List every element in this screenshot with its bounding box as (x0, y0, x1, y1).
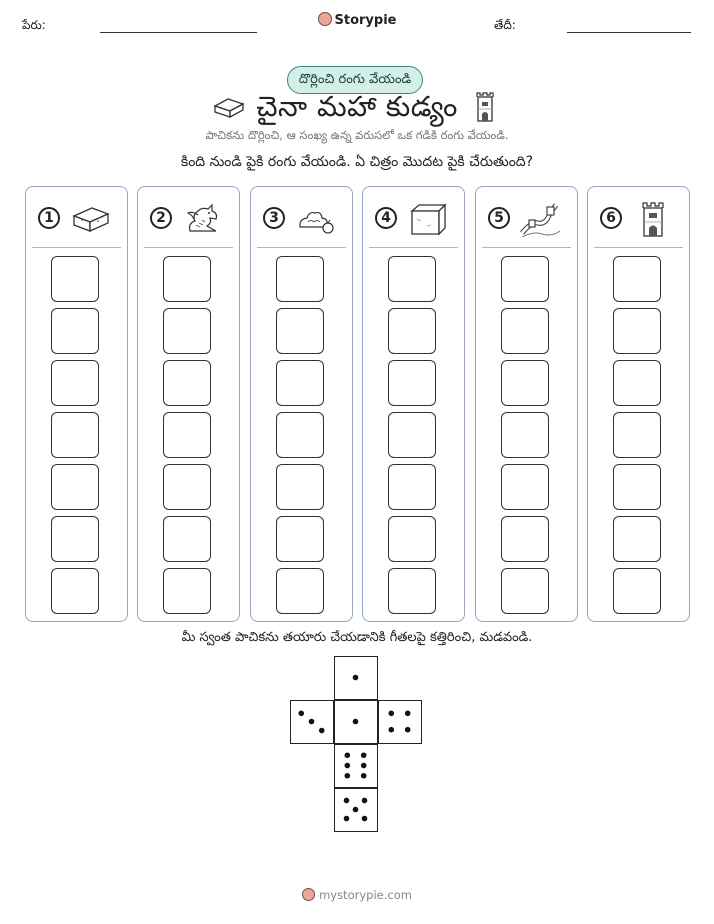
color-box[interactable] (388, 256, 436, 302)
color-box[interactable] (51, 568, 99, 614)
color-box[interactable] (613, 516, 661, 562)
column-number: 4 (375, 207, 397, 229)
race-column-3 (250, 186, 353, 622)
color-box[interactable] (51, 516, 99, 562)
dragon-icon (182, 201, 224, 237)
great-wall-icon (520, 201, 562, 237)
color-box[interactable] (501, 308, 549, 354)
color-box[interactable] (501, 464, 549, 510)
color-box[interactable] (388, 412, 436, 458)
date-label: తేదీ: (494, 18, 516, 32)
dice-pip (389, 727, 395, 733)
dumpling-icon (295, 201, 337, 237)
dice-pip (344, 798, 350, 804)
color-box[interactable] (613, 412, 661, 458)
color-box[interactable] (276, 412, 324, 458)
dice-pip (361, 763, 367, 769)
bear-logo-icon (302, 888, 315, 901)
dice-pips (335, 701, 376, 742)
dice-pip (345, 763, 351, 769)
stone-block-icon (407, 201, 449, 237)
color-box[interactable] (501, 412, 549, 458)
dice-pip (353, 675, 359, 681)
dice-pip (353, 807, 359, 813)
color-box[interactable] (501, 360, 549, 406)
dice-pips (335, 657, 376, 698)
brand-logo (0, 12, 714, 28)
color-box[interactable] (501, 256, 549, 302)
race-column-1 (25, 186, 128, 622)
color-box[interactable] (51, 360, 99, 406)
name-label: పేరు: (22, 18, 46, 32)
color-box[interactable] (163, 412, 211, 458)
brand-name: Storypie (334, 13, 397, 28)
color-box[interactable] (276, 464, 324, 510)
color-box[interactable] (163, 568, 211, 614)
color-box[interactable] (388, 464, 436, 510)
dice-pip (361, 752, 367, 758)
dice-pip (405, 711, 411, 717)
color-box[interactable] (613, 568, 661, 614)
color-box[interactable] (276, 568, 324, 614)
column-header (32, 191, 121, 248)
color-box[interactable] (501, 568, 549, 614)
dice-pip (353, 719, 359, 725)
color-box[interactable] (163, 360, 211, 406)
dice-pip (298, 711, 304, 717)
column-header (369, 191, 458, 248)
dice-pips (291, 701, 332, 742)
color-box[interactable] (613, 308, 661, 354)
color-box[interactable] (276, 360, 324, 406)
color-box[interactable] (613, 256, 661, 302)
dice-pip (345, 752, 351, 758)
dice-pips (379, 701, 420, 742)
page-title: చైనా మహా కుడ్యం (256, 90, 458, 123)
dice-pip (319, 728, 325, 734)
color-box[interactable] (276, 308, 324, 354)
dice-pips (335, 745, 376, 786)
watchtower-icon (632, 201, 674, 237)
color-box[interactable] (613, 360, 661, 406)
page-subtitle: పాచికను దొర్లించి, ఆ సంఖ్య ఉన్న వరుసలో ఒక గడికి రంగు వేయండి. (205, 128, 509, 142)
color-box[interactable] (51, 256, 99, 302)
footer (0, 888, 714, 902)
column-header (594, 191, 683, 248)
tower-title-icon (474, 91, 496, 123)
instruction-text: కింది నుండి పైకి రంగు వేయండి. ఏ చిత్రం మొదట పైకి చేరుతుంది? (180, 154, 534, 170)
dice-face-right (378, 700, 422, 744)
color-box[interactable] (613, 464, 661, 510)
color-box[interactable] (51, 308, 99, 354)
column-header (257, 191, 346, 248)
column-number: 3 (263, 207, 285, 229)
column-number: 1 (38, 207, 60, 229)
dice-net-caption: మీ స్వంత పాచికను తయారు చేయడానికి గీతలపై కత్తిరించి, మడవండి. (181, 630, 533, 645)
color-box[interactable] (276, 256, 324, 302)
dice-pip (361, 773, 367, 779)
race-column-2 (137, 186, 240, 622)
dice-face-left (290, 700, 334, 744)
dice-pips (335, 789, 376, 830)
color-box[interactable] (388, 360, 436, 406)
dice-pip (362, 816, 368, 822)
dice-pip (362, 798, 368, 804)
column-header (482, 191, 571, 248)
activity-badge: దొర్లించి రంగు వేయండి (287, 66, 423, 94)
color-box[interactable] (388, 568, 436, 614)
dice-pip (309, 719, 315, 725)
color-box[interactable] (388, 516, 436, 562)
color-box[interactable] (51, 464, 99, 510)
column-number: 6 (600, 207, 622, 229)
race-column-4 (362, 186, 465, 622)
dice-pip (345, 773, 351, 779)
dice-face-lower (334, 744, 378, 788)
column-number: 2 (150, 207, 172, 229)
color-box[interactable] (163, 516, 211, 562)
color-box[interactable] (276, 516, 324, 562)
date-line[interactable] (567, 32, 691, 33)
column-number: 5 (488, 207, 510, 229)
bear-logo-icon (318, 12, 332, 26)
name-line[interactable] (100, 32, 257, 33)
race-column-6 (587, 186, 690, 622)
color-box[interactable] (388, 308, 436, 354)
dice-pip (405, 727, 411, 733)
race-column-5 (475, 186, 578, 622)
dice-pip (389, 711, 395, 717)
color-box[interactable] (501, 516, 549, 562)
brick-icon (70, 201, 112, 237)
dice-pip (344, 816, 350, 822)
dice-face-center (334, 700, 378, 744)
column-header (144, 191, 233, 248)
color-box[interactable] (163, 464, 211, 510)
color-box[interactable] (51, 412, 99, 458)
color-box[interactable] (163, 308, 211, 354)
dice-face-top (334, 656, 378, 700)
dice-face-bottom (334, 788, 378, 832)
footer-url[interactable]: mystorypie.com (319, 888, 412, 902)
color-box[interactable] (163, 256, 211, 302)
